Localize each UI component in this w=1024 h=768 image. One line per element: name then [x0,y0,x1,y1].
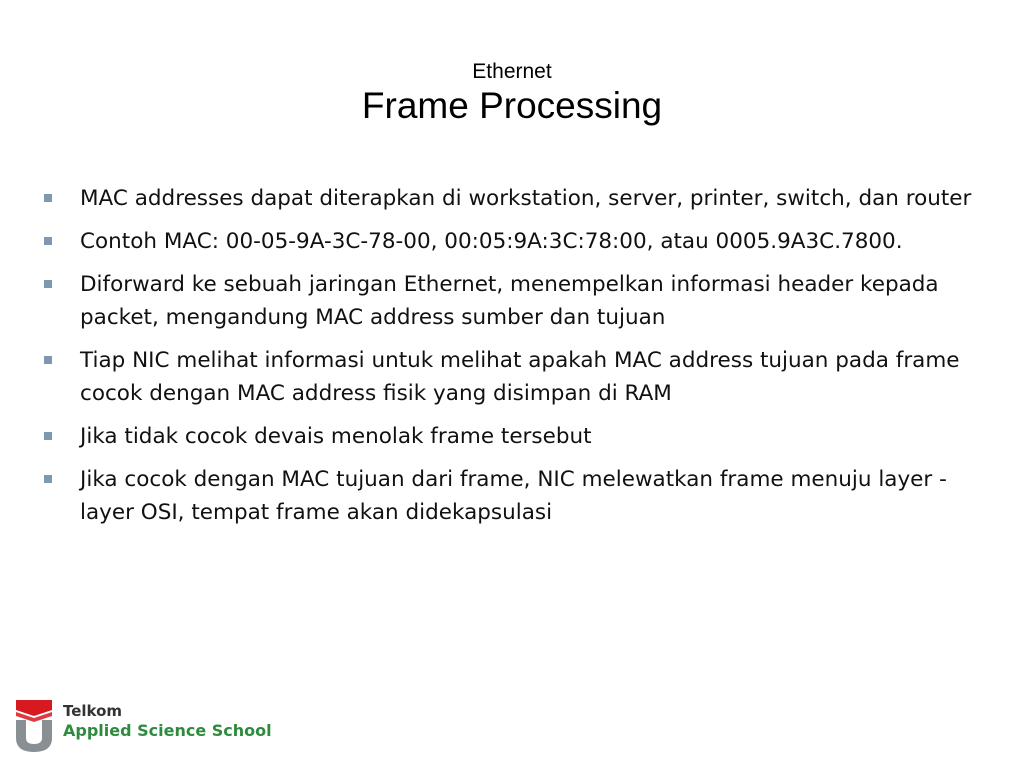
bullet-item [40,463,990,529]
bullet-item [40,420,990,453]
telkom-logo-icon [14,698,54,754]
square-bullet-icon [44,237,52,245]
bullet-item [40,268,990,334]
title-block [0,60,1024,128]
logo-line-telkom: Telkom [63,702,123,720]
square-bullet-icon [44,432,52,440]
logo-line-school: Applied Science School [63,721,272,740]
logo-text [63,702,272,741]
slide-subtitle: Ethernet [472,60,552,83]
bullet-text: Jika cocok dengan MAC tujuan dari frame, NIC melewatkan frame menuju layer - layer OSI, tempat frame akan didekapsulasi [80,467,947,525]
bullet-text: Tiap NIC melihat informasi untuk melihat apakah MAC address tujuan pada frame cocok dengan MAC address fisik yang disimpan di RAM [80,348,960,406]
square-bullet-icon [44,194,52,202]
bullet-item [40,344,990,410]
bullet-list [40,182,990,539]
slide-title: Frame Processing [361,85,663,126]
bullet-text: Diforward ke sebuah jaringan Ethernet, menempelkan informasi header kepada packet, mengandung MAC address sumber dan tujuan [80,272,939,330]
square-bullet-icon [44,280,52,288]
square-bullet-icon [44,475,52,483]
square-bullet-icon [44,356,52,364]
bullet-text: Jika tidak cocok devais menolak frame tersebut [80,424,592,449]
telkom-logo [14,698,284,754]
bullet-text: Contoh MAC: 00-05-9A-3C-78-00, 00:05:9A:3C:78:00, atau 0005.9A3C.7800. [80,229,903,254]
bullet-item [40,182,990,215]
bullet-item [40,225,990,258]
bullet-text: MAC addresses dapat diterapkan di workstation, server, printer, switch, dan router [80,186,972,211]
